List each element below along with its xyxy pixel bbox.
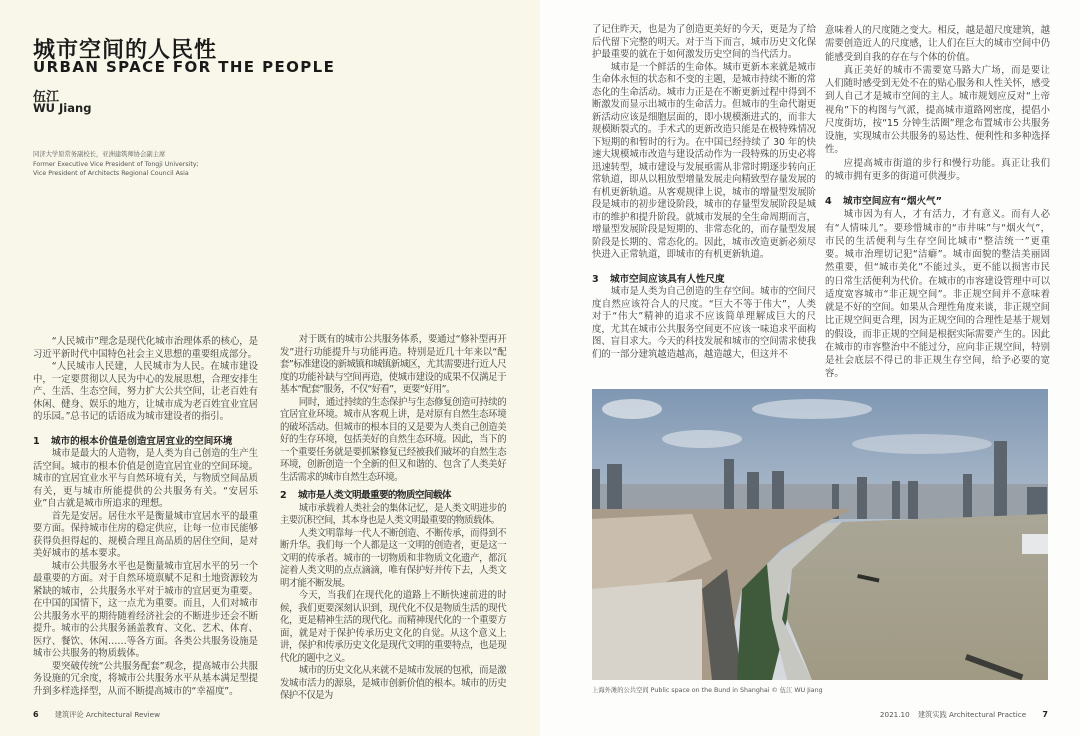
body-paragraph: 城市是最大的人造物，是人类为自己创造的生产生活空间。城市的根本价值是创造宜居宜业的空间环境。城市的宜居宜业水平与自然环境有关，与物质空间品质有关，更与城市所能提供的公共服务有关。“安居乐业”自古就是城市所追求的理想。 (33, 448, 258, 509)
body-paragraph: 城市是人类为自己创造的生存空间。城市的空间尺度自然应该符合人的尺度。“巨大不等于伟大”，人类对于“伟大”精神的追求不应该简单理解成巨大的尺度，尤其在城市公共服务空间更不应该一味追求平面构图、盲目求大。今天的科技发展和城市的空间需求使我们的一部分建筑越造越高，越造越大，但这并不 (592, 286, 816, 360)
text-column-2 (280, 334, 506, 703)
body-paragraph: 要突破传统“公共服务配套”观念，提高城市公共服务设施的冗余度，将城市公共服务水平从基本满足型提升到多样选择型，从而不断提高城市的“幸福度”。 (33, 660, 258, 697)
article-title-cn: 城市空间的人民性 (33, 38, 218, 63)
body-paragraph: 今天，当我们在现代化的道路上不断快速前进的时候，我们更要深刻认识到，现代化不仅是物质生活的现代化，更是精神生活的现代化。而精神现代化的一个重要方面，就是对于保护传承历史文化的自觉。从这个意义上讲，保护和传承历史文化是现代文明的重要特点，也是现代化的题中之义。 (280, 590, 506, 664)
body-paragraph: 应提高城市街道的步行和慢行功能。真正让我们的城市拥有更多的街道可供漫步。 (825, 157, 1050, 182)
body-paragraph: 城市公共服务水平也是衡量城市宜居水平的另一个最重要的方面。对于自然环境禀赋不足和土地资源较为紧缺的城市，公共服务水平对于城市的宜居更为重要。在中国的国情下，这一点尤为重要。而且，人们对城市公共服务水平的期待随着经济社会的不断进步还会不断提升。城市的公共服务涵盖教育、文化、艺术、体育、医疗、餐饮、休闲……等各方面。各类公共服务设施是城市公共服务的物质载体。 (33, 560, 258, 659)
section-number: 3 (592, 273, 599, 285)
article-title-en: URBAN SPACE FOR THE PEOPLE (33, 58, 336, 76)
text-column-1 (33, 336, 258, 698)
body-paragraph: 城市因为有人，才有活力，才有意义。而有人必有“人情味儿”。要珍惜城市的“市井味”与“烟火气”，市民的生活便利与生存空间比城市“整洁统一”更重要。城市治理切记犯“洁癖”。城市面貌的整洁美丽固然重要，但“城市美化”不能过头，更不能以损害市民的日常生活便利为代价。在城市的市容建设管理中可以适度宽容城市“非正规空间”。非正规空间并不意味着就是不好的空间。如果从合理性角度来谈，非正规空间比正规空间更合理，因为正规空间的合理性是基于规划的假设，而非正规的空间是根据实际需要产生的。因此在城市的市容整治中不能过分，应向非正规空间，特别是社会底层不得已的非正规生存空间，给予必要的宽容。 (825, 209, 1051, 380)
body-paragraph: 了记住昨天，也是为了创造更美好的今天，更是为了给后代留下完整的明天。对于当下而言，城市历史文化保护最重要的就在于如何激发历史空间的当代活力。 (592, 24, 816, 60)
body-paragraph: 城市的历史文化从来就不是城市发展的包袱，而是激发城市活力的源泉，是城市创新价值的根本。城市的历史保护不仅是为 (280, 665, 506, 701)
section-heading-text: 城市空间应有“烟火气” (843, 196, 942, 207)
section-heading-text: 城市的根本价值是创造宜居宜业的空间环境 (51, 435, 233, 447)
bund-shanghai-photo (592, 389, 1048, 680)
section-heading (592, 274, 816, 287)
issue-date: 2021.10 (879, 710, 910, 719)
left-footer (33, 710, 160, 720)
body-paragraph: “人民城市人民建，人民城市为人民。在城市建设中，一定要贯彻以人民为中心的发展思想，合理安排生产、生活、生态空间，努力扩大公共空间，让老百姓有休闲、健身、娱乐的地方，让城市成为老百姓宜业宜居的乐园。”总书记的话语成为城市建设者的指引。 (33, 361, 258, 422)
section-heading-text: 城市空间应该具有人性尺度 (610, 273, 725, 285)
text-column-4 (825, 24, 1050, 381)
section-heading (33, 436, 258, 449)
section-number: 1 (33, 435, 40, 447)
text-column-3 (592, 24, 816, 361)
body-paragraph: 同时，通过持续的生态保护与生态修复创造可持续的宜居宜业环境。城市从客观上讲，是对原有自然生态环境的破坏活动。但城市的根本目的又是要为人类自己创造美好的生存环境，包括美好的自然生态环境。因此，当下的一个重要任务就是要抓紧修复已经被我们破坏的自然生态环境，创新创造一个全新的但又和谐的、包含了人类美好生活需求的城市自然生态环境。 (280, 396, 506, 483)
body-paragraph: 真正美好的城市不需要宽马路大广场，而是要让人们随时感受到无处不在的贴心服务和人性关怀，感受到人自己才是城市空间的主人。城市规划应反对“上帝视角”下的构图与气派，提高城市道路网密度，提倡小尺度街坊，按“15 分钟生活圈”理念布置城市公共服务设施，实现城市公共服务的易达性、便利性和多种选择性。 (825, 64, 1051, 156)
affiliation-line: Vice President of Architects Regional Council Asia (33, 170, 189, 177)
body-paragraph: “人民城市”理念是现代化城市治理体系的核心，是习近平新时代中国特色社会主义思想的重要组成部分。 (33, 336, 258, 360)
section-heading (825, 195, 1050, 208)
author-affiliation (33, 150, 199, 179)
section-number: 4 (825, 196, 832, 207)
section-heading-text: 城市是人类文明最重要的物质空间载体 (298, 490, 451, 501)
page-number: 7 (1042, 710, 1048, 719)
body-paragraph: 人类文明靠每一代人不断创造、不断传承，而得到不断升华。我们每一个人都是这一文明的创造者，更是这一文明的传承者。城市的一切物质和非物质文化遗产，都沉淀着人类文明的点点滴滴，唯有保护好并传下去，人类文明才能不断发展。 (280, 527, 506, 589)
author-name-en: WU Jiang (33, 101, 92, 115)
affiliation-line: Former Executive Vice President of Tongji University; (33, 160, 199, 168)
page-number: 6 (33, 710, 39, 719)
body-paragraph: 首先是安居。居住水平是衡量城市宜居水平的最重要方面。保持城市住房的稳定供应，让每一位市民能够获得负担得起的、规模合理且高品质的居住空间，是对美好城市的基本要求。 (33, 510, 258, 559)
body-paragraph: 城市是一个鲜活的生命体。城市更新本来就是城市生命体永恒的状态和不变的主题，是城市持续不断的常态化的生命活动。城市力正是在不断更新过程中得到不断激发而显示出城市的生命活力。但城市的生命代谢更新活动应该是细胞层面的，即小规模渐进式的，而非大规模断裂式的。手术式的更新改造只能是在极特殊情况下短期的和暂时的行为。在中国已经持续了 30 年的快速大规模城市改造与建设活动作为一段特殊的历史必将迅速转型，城市建设与发展亟需从非常时期逐步转向正常轨道，即从以粗放型增量发展走向精致型存量发展的有机更新轨道。从客观规律上说，城市的增量型发展阶段是城市的初步建设阶段，城市的存量型发展阶段是城市的维护和提升阶段。就城市发展的全生命周期而言，增量型发展阶段是短期的、非常态化的，而存量型发展阶段是长期的、常态化的。因此，城市改造更新必须尽快进入正常轨道，即城市的有机更新轨道。 (592, 61, 816, 260)
body-paragraph: 意味着人的尺度随之变大。相反，越是超尺度建筑，越需要创造近人的尺度感，让人们在巨大的城市空间中仍能感受到自我的存在与个体的价值。 (825, 25, 1051, 63)
right-footer (880, 710, 1048, 720)
section-heading (280, 490, 506, 503)
body-paragraph: 对于既有的城市公共服务体系，要通过“修补型再开发”进行功能提升与功能再造。特别是近几十年来以“配套”标准建设的新城镇和城镇新城区，尤其需要进行近人尺度的功能补缺与空间再造，使城市建设的成果不仅满足于基本“配套”服务，不仅“好看”，更要“好用”。 (280, 334, 506, 395)
author-name-cn: 伍江 (33, 90, 60, 105)
journal-name: 建筑评论 Architectural Review (54, 710, 160, 719)
affiliation-line: 同济大学原常务副校长，亚洲建筑师协会副主席 (33, 151, 166, 158)
journal-name: 建筑实践 Architectural Practice (917, 710, 1027, 719)
body-paragraph: 城市承载着人类社会的集体记忆，是人类文明进步的主要沉积空间，其本身也是人类文明最重要的物质载体。 (280, 502, 506, 526)
photo-caption: 上海外滩的公共空间 Public space on the Bund in Shanghai © 伍江 WU Jiang (592, 687, 823, 694)
section-number: 2 (280, 490, 287, 501)
